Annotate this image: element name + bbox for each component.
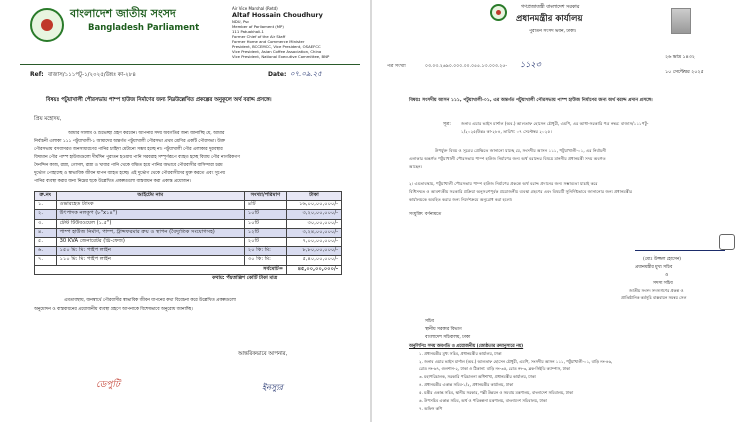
- government-emblem-icon: [490, 4, 507, 21]
- body-line: নির্বাচনী এলাকা ১১১ পটুয়াখালী-১ আমাদের অন্তর্গত পটুয়াখালী পৌরসভা প্রথম শ্রেণির একটি পৌরসভা। উক্ত: [34, 139, 225, 144]
- copy-item: ৩. মহাপরিচালক, সরকারি পরিচালনা অধিশাখা, প্রধানমন্ত্রীর কার্যালয়, ঢাকা: [419, 374, 536, 379]
- recipient-title: সচিব: [425, 319, 434, 324]
- signer-title: প্রধানমন্ত্রীর মুখ্য সচিব: [635, 265, 673, 270]
- parliament-letter: [0, 0, 372, 422]
- table-cell: ১৬,০০,০০,০০০/-: [287, 201, 342, 210]
- body-line: দুর্ভোগ পোহাচ্ছে ও স্বাভাবিক জীবন যাপন ব্যাহত হচ্ছে। এই দুর্ভোগ থেকে পৌরবাসীদের মুক্ত করতে এবং সুপেয়: [34, 171, 226, 176]
- table-cell: ২০ কি: মি:: [244, 247, 286, 256]
- reference-label: সূত্র:: [443, 122, 451, 127]
- gov-title: গণপ্রজাতন্ত্রী বাংলাদেশ সরকার: [521, 5, 580, 10]
- pmo-letter: [373, 0, 750, 422]
- cost-table: [34, 191, 342, 275]
- table-header-row: [35, 192, 342, 201]
- body-line: এমতাবস্থায়, জনস্বার্থে পৌরবাসীর স্বাভাবিক জীবন যাপনের কথা বিবেচনা করে উল্লেখিত প্রকল্পগুলো: [64, 298, 236, 303]
- para-line: বিধিসম্মত ও আবশ্যকীয় সরকারি প্রক্রিয়া অনুসরণপূর্বক প্রয়োজনীয় ব্যবস্থা গ্রহণের এবং বিষয়টি সুনির্দিষ্টভাবে জানানোর জন্য প্রধানমন্ত্রীর: [409, 189, 633, 194]
- table-row: [35, 256, 342, 265]
- signer-title: ও: [665, 273, 669, 278]
- table-header: টাকা: [287, 192, 342, 201]
- table-cell: ২.: [35, 210, 57, 219]
- table-header: আইটেম নাম: [56, 192, 244, 201]
- recipient-line: বাংলাদেশ সচিবালয়, ঢাকা: [425, 335, 471, 340]
- ref-label: Ref:: [30, 71, 44, 78]
- table-header: ক্র.নং: [35, 192, 57, 201]
- table-row: [35, 228, 342, 237]
- memo-label: পত্র সংখ্যা: [387, 64, 406, 69]
- reference-line: ১/২০২৫/উন্নঃ কা-২৮৪, তারিখ: ০৭ সেপ্টেম্বর ২০২৫।: [461, 129, 552, 134]
- table-cell: ৩.: [35, 219, 57, 228]
- para-line: ২। এমতাবস্থায়, পটুয়াখালী পৌরসভায় পাম্প হাউজ নির্মাণের প্রকল্পে অর্থ বরাদ্দ প্রদানের জন্য সম্ভাব্যতা যাচাই করে: [409, 181, 598, 186]
- table-cell: ১০টি: [244, 210, 286, 219]
- copy-item: ৫. মন্ত্রীর একান্ত সচিব, স্থানীয় সরকার, পল্লী উন্নয়ন ও সমবায় মন্ত্রণালয়, বাংলাদেশ সচিবালয়, ঢাকা: [419, 390, 574, 395]
- table-cell: ৪টি: [244, 201, 286, 210]
- table-cell: পাম্প হাউজ নির্মাণ, পাম্প, ট্রান্সফরমার ক্রয় ও স্থাপন (বৈদ্যুতিক সংযোগসহ): [56, 228, 244, 237]
- mp-line: Vice President, National Executive Committee, BNP: [232, 54, 330, 59]
- table-cell: ওভারহেড ট্যাংক: [56, 201, 244, 210]
- copy-item: রোড নং-৬৭, গুলশান-২, ঢাকা ও ঠিকানা: বাড়ি নং-৩৫, রোড নং-৩, ব্লক-সিইডি ক্যাম্পাস, ঢাকা: [419, 366, 571, 371]
- table-cell: টেস্ট টিউবওয়েল (১.৫"): [56, 219, 244, 228]
- table-cell: ৭,০০,০০,০০০/-: [287, 237, 342, 246]
- copy-heading: অনুলিপিঃ সদয় অবগতি ও প্রয়োজনীয় (জ্যেষ্ঠতার ক্রমানুসারে নয়): [409, 344, 524, 349]
- table-cell: ১.: [35, 201, 57, 210]
- portrait-photo: [671, 8, 691, 34]
- date-gregorian: ১০ সেপ্টেম্বর ২০২৫: [665, 70, 704, 75]
- table-cell: ১০টি: [244, 219, 286, 228]
- table-cell: 30 KVA জেনারেটর (থ্রি-ফেজ): [56, 237, 244, 246]
- recipient-line: স্থানীয় সরকার বিভাগ: [425, 327, 462, 332]
- copy-item: ৬. উপসচিব একান্ত সচিব, অর্থ ও পরিকল্পনা মন্ত্রণালয়, বাংলাদেশ সচিবালয়, ঢাকা: [419, 398, 547, 403]
- table-cell: ৫,৪০,০০,০০০/-: [287, 256, 342, 265]
- total-label: সর্বমোট=: [35, 265, 287, 274]
- copy-item: ৭. অফিস কপি: [419, 406, 443, 411]
- body-line: পৌরসভায় বসবাসরত জনসাধারণের পানির চাহিদা মেটানো সম্ভব হচ্ছে না। পটুয়াখালী পৌর এলাকার দুরবস্থার: [34, 147, 223, 152]
- mp-line: Former Chief of the Air Staff: [232, 34, 286, 39]
- table-cell: ৪.: [35, 228, 57, 237]
- mp-line: NDU, Psc: [232, 19, 250, 24]
- mp-line: Member of Parliament (MP): [232, 24, 284, 29]
- table-cell: ৩,২৪,০০,০০০/-: [287, 228, 342, 237]
- table-cell: ৫.: [35, 237, 57, 246]
- table-row: [35, 247, 342, 256]
- para-line: উপর্যুক্ত বিষয় ও সূত্রের প্রেক্ষিতে জানানো যাচ্ছে যে, সংসদীয় আসন ১১১, পটুয়াখালী-০১, এর নির্বাচনী: [435, 148, 607, 153]
- signer-name: (মোঃ উজ্জল হোসেন): [643, 257, 681, 262]
- mp-line: Former Home and Commerce Minister: [232, 39, 305, 44]
- table-row: [35, 237, 342, 246]
- table-cell: ২০টি: [244, 237, 286, 246]
- table-row: [35, 219, 342, 228]
- table-row: [35, 210, 342, 219]
- seal-stamp: [719, 234, 735, 250]
- memo-number: ০৩.০৩.২৬৯০.০০০.০০.০৫৫.১৩.০০৩.২৫-: [425, 64, 508, 69]
- table-cell: ৩,২০,০০,০০০/-: [287, 210, 342, 219]
- table-header: সংখ্যা/পরিমাণ: [244, 192, 286, 201]
- mp-line: Vice President, Asian Coffee Association, China: [232, 49, 322, 54]
- body-line: দৈনন্দিন কাজ, রান্না, গোসল, রান্না ও খাবার পানি থেকে বঞ্চিত হয়ে পানির অভাবে পৌরবাসীর বাসিন্দারা চরম: [34, 163, 223, 168]
- date-bangla-calendar: ২৬ ভাদ্র ১৪৩২: [665, 55, 695, 60]
- table-cell: ৬.: [35, 247, 57, 256]
- body-line: বিদ্যমান পৌর পাম্প হাউজগুলো দীর্ঘদিন পুরাতন হওয়ায় পানি সরবরাহ সম্পূর্ণরূপে ব্যাহত হচ্ছে বিধায় পৌর নাগরিকগণ: [34, 155, 240, 160]
- reference-line: জনাব এয়ার ভাইস মার্শাল (অব.) আলতাফ হোসেন চৌধুরী, এমপি, এর আধা-সরকারি পত্র নম্বর: বাজাস/১১১পটু-: [461, 121, 649, 126]
- closing-line: আন্তরিকভাবে আপনার,: [238, 351, 288, 357]
- table-cell: ৩০,০০,০০০/-: [287, 219, 342, 228]
- para-line: আছেন।: [409, 164, 423, 169]
- mp-line: 111 Patuakhali-1: [232, 29, 264, 34]
- total-in-words: কথায়: পঁয়তাল্লিশ কোটি টাকা মাত্র: [212, 276, 277, 281]
- table-cell: ৭.: [35, 256, 57, 265]
- table-total-row: [35, 265, 342, 274]
- attachment-note: সংযুক্তি: বর্ণনামতে: [409, 212, 442, 217]
- mp-line: President, BCCEMCC, Vice President, OSAEFCC: [232, 44, 321, 49]
- table-row: [35, 201, 342, 210]
- table-cell: উৎপাদক নলকূপ (৮"x১৪"): [56, 210, 244, 219]
- parliament-emblem-icon: [30, 8, 64, 42]
- header-english: Bangladesh Parliament: [88, 23, 200, 33]
- total-value: ৪৫,০০,০০,০০০/-: [287, 265, 342, 274]
- copy-item: ৪. প্রধানমন্ত্রীর একান্ত সচিব-১/২, প্রধানমন্ত্রীর কার্যালয়, ঢাকা: [419, 382, 514, 387]
- mp-title: Air Vice Marshal (Retd): [232, 6, 278, 11]
- memo-handwritten-number: ১১২৩: [520, 60, 541, 69]
- office-address: পুরাতন সংসদ ভবন, ঢাকা।: [529, 29, 577, 34]
- header-bangla: বাংলাদেশ জাতীয় সংসদ: [70, 7, 176, 20]
- para-line: কার্যালয়কে অবহিত করার জন্য নির্দেশক্রমে অনুরোধ করা হলো।: [409, 197, 513, 202]
- signer-title: জাতীয় সংসদ সদস্যগণের প্রকল্প ও: [629, 288, 684, 293]
- table-cell: ৮,৮০,০০,০০০/-: [287, 247, 342, 256]
- signature-right: ইনস্যুর: [262, 383, 283, 392]
- ref-value: বাজাস/১১১পটু-১/২০২৫/উন্নঃ কা-২৮৪: [48, 72, 136, 78]
- copy-item: ২. জনাব এয়ার ভাইস মার্শাল (অব.) আলতাফ হোসেন চৌধুরী, এমপি, সংসদীয় আসন ১১১, পটুয়াখালী-০১, বাড়ি নং-৪৬,: [419, 359, 613, 364]
- para-line: এলাকার অন্তর্গত পটুয়াখালী পৌরসভায় পাম্প হাউজ নির্মাণের জন্য অর্থ বরাদ্দের বিষয়ে মাননীয় প্রধানমন্ত্রী সদয় অবগত: [409, 156, 606, 161]
- subject-line: বিষয়ঃ পটুয়াখালী পৌরসভায় পাম্প হাউজ নির্মাণের জন্য নিম্নউল্লেখিত প্রকল্পের অনুকূলে অর্থ বরাদ্দ প্রসঙ্গে।: [46, 97, 272, 103]
- table-cell: ১১০ মি: মি: পাইপ লাইন: [56, 256, 244, 265]
- salutation: প্রিয় মহোদয়,: [34, 116, 62, 122]
- date-label: Date:: [268, 71, 287, 78]
- table-cell: ১৫০ মি: মি: পাইপ লাইন: [56, 247, 244, 256]
- body-line: অনুমোদন ও বাস্তবায়নের প্রয়োজনীয় ব্যবস্থা গ্রহণে আপনাকে বিশেষভাবে অনুরোধ জানাচ্ছি।: [34, 307, 193, 312]
- body-line: আমার সালাম ও শুভেচ্ছা গ্রহণ করবেন। আপনার সদয় অবগতির জন্য জানাচ্ছি যে, আমার: [68, 131, 225, 136]
- signer-title: প্রাতিষ্ঠানিক কর্মসূচি বাস্তবায়ন সমন্বয় সেল: [621, 295, 687, 300]
- date-value: ০৭.০৯.২৫: [290, 70, 322, 78]
- table-cell: ৩০ কি: মি:: [244, 256, 286, 265]
- signer-title: সদস্য সচিব: [653, 281, 673, 286]
- mp-name: Altaf Hossain Choudhury: [232, 11, 323, 19]
- copy-item: ১. প্রধানমন্ত্রীর মুখ্য সচিব, প্রধানমন্ত্রীর কার্যালয়, ঢাকা: [419, 351, 502, 356]
- signature-left: ডেপুটি: [96, 380, 120, 390]
- table-cell: ১২টি: [244, 228, 286, 237]
- header-divider: [20, 64, 360, 65]
- office-title: প্রধানমন্ত্রীর কার্যালয়: [516, 14, 583, 24]
- subject-line: বিষয়ঃ সংসদীয় আসন ১১১, পটুয়াখালী-০১, এর অন্তর্গত পটুয়াখালী পৌরসভায় পাম্প হাউজ নির্মাণের জন্য অর্থ বরাদ্দ প্রদান প্রসঙ্গে।: [409, 98, 653, 103]
- signature: [635, 230, 725, 251]
- body-line: পানির ব্যবস্থা করার জন্য নিম্নের ছকে উল্লেখিত প্রকল্পগুলো বাস্তবায়ন করা একান্ত প্রয়োজন।: [34, 179, 191, 184]
